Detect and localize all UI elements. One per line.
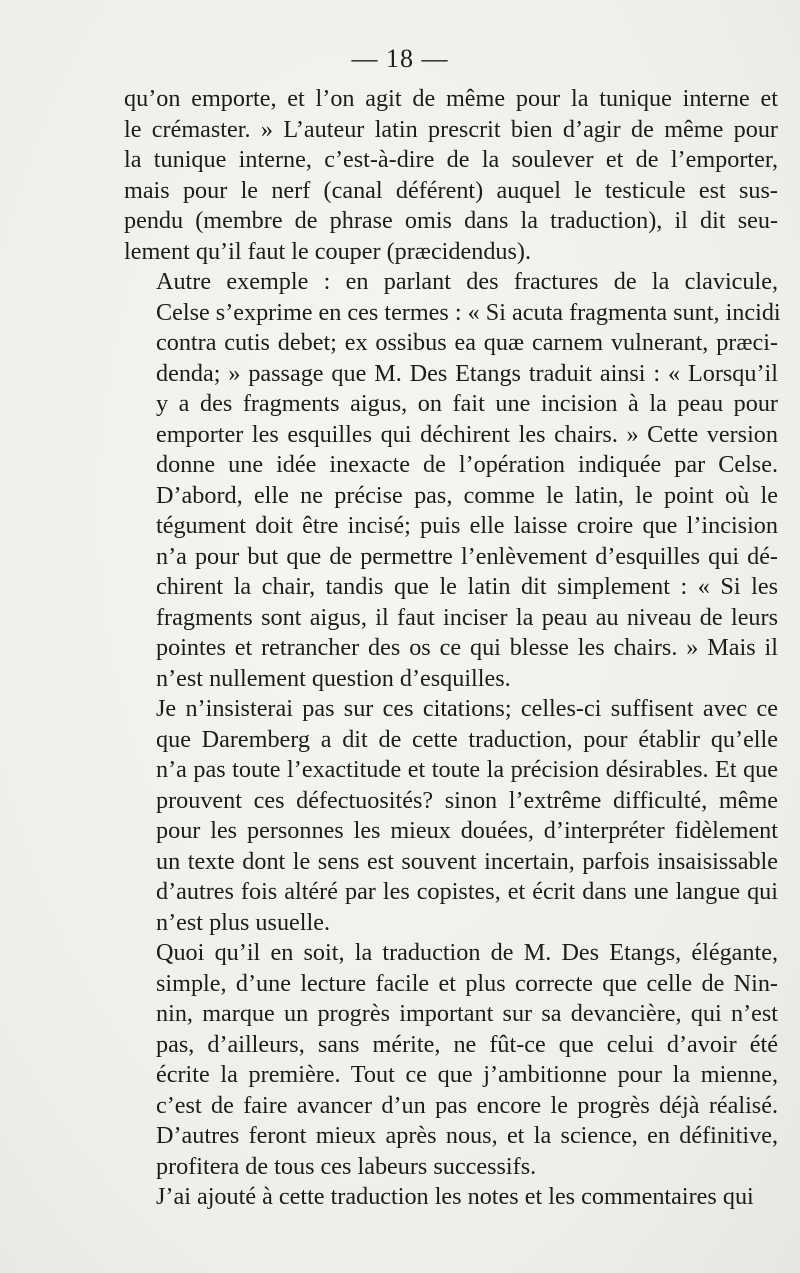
paragraph (124, 267, 781, 694)
text-line: donne une idée inexacte de l’opération indiquée par Celse. (156, 451, 778, 478)
text-line: D’abord, elle ne précise pas, comme le latin, le point où le (156, 481, 778, 509)
paragraph (124, 1182, 778, 1213)
text-line: qu’on emporte, et l’on agit de même pour la tunique interne et (124, 85, 778, 112)
text-line: la tunique interne, c’est-à-dire de la soulever et de l’emporter, (124, 146, 778, 173)
text-line: d’autres fois altéré par les copistes, et écrit dans une langue qui (156, 878, 778, 905)
paragraph (124, 84, 778, 267)
body-text (124, 84, 781, 1213)
text-line: fragments sont aigus, il faut inciser la peau au niveau de leurs (156, 603, 778, 631)
text-line: que Daremberg a dit de cette traduction, pour établir qu’elle (156, 725, 778, 753)
text-line: y a des fragments aigus, on fait une incision à la peau pour (156, 390, 778, 417)
text-line: prouvent ces défectuosités? sinon l’extrême difficulté, même (156, 786, 778, 814)
text-line: D’autres feront mieux après nous, et la science, en définitive, (156, 1122, 778, 1149)
text-line: Celse s’exprime en ces termes : « Si acuta fragmenta sunt, incidi (156, 298, 781, 326)
paragraph (124, 694, 778, 938)
text-line: denda; » passage que M. Des Etangs traduit ainsi : « Lorsqu’il (156, 359, 778, 387)
text-line: emporter les esquilles qui déchirent les chairs. » Cette version (156, 420, 778, 448)
text-line: Quoi qu’il en soit, la traduction de M. Des Etangs, élégante, (156, 939, 778, 966)
text-line: profitera de tous ces labeurs successifs. (156, 1152, 537, 1180)
text-line: Je n’insisterai pas sur ces citations; celles-ci suffisent avec ce (156, 695, 778, 722)
text-line: n’est plus usuelle. (156, 908, 330, 936)
text-line: pointes et retrancher des os ce qui blesse les chairs. » Mais il (156, 634, 778, 661)
text-line: nin, marque un progrès important sur sa devancière, qui n’est (156, 1000, 778, 1027)
text-line: un texte dont le sens est souvent incertain, parfois insaisissable (156, 847, 778, 875)
text-line: écrite la première. Tout ce que j’ambitionne pour la mienne, (156, 1061, 778, 1088)
text-line: le crémaster. » L’auteur latin prescrit bien d’agir de même pour (124, 115, 778, 143)
text-line: n’a pour but que de permettre l’enlèvement d’esquilles qui dé- (156, 542, 778, 570)
text-line: contra cutis debet; ex ossibus ea quæ carnem vulnerant, præci- (156, 329, 778, 356)
text-line: mais pour le nerf (canal déférent) auquel le testicule est sus- (124, 176, 778, 204)
text-line: n’est nullement question d’esquilles. (156, 664, 511, 692)
paragraph (124, 938, 778, 1182)
text-line: pour les personnes les mieux douées, d’interpréter fidèlement (156, 817, 778, 844)
page-number: — 18 — (351, 44, 449, 73)
text-line: n’a pas toute l’exactitude et toute la précision désirables. Et que (156, 756, 778, 783)
text-line: pendu (membre de phrase omis dans la traduction), il dit seu- (124, 207, 778, 234)
text-line: tégument doit être incisé; puis elle laisse croire que l’incision (156, 512, 778, 539)
text-line: pas, d’ailleurs, sans mérite, ne fût-ce que celui d’avoir été (156, 1030, 778, 1058)
text-line: Autre exemple : en parlant des fractures de la clavicule, (156, 268, 778, 295)
text-line: J’ai ajouté à cette traduction les notes et les commentaires qui (156, 1183, 754, 1210)
text-line: chirent la chair, tandis que le latin dit simplement : « Si les (156, 573, 778, 600)
text-line: c’est de faire avancer d’un pas encore le progrès déjà réalisé. (156, 1091, 778, 1119)
text-line: lement qu’il faut le couper (præcidendus). (124, 237, 532, 265)
text-line: simple, d’une lecture facile et plus correcte que celle de Nin- (156, 969, 778, 997)
